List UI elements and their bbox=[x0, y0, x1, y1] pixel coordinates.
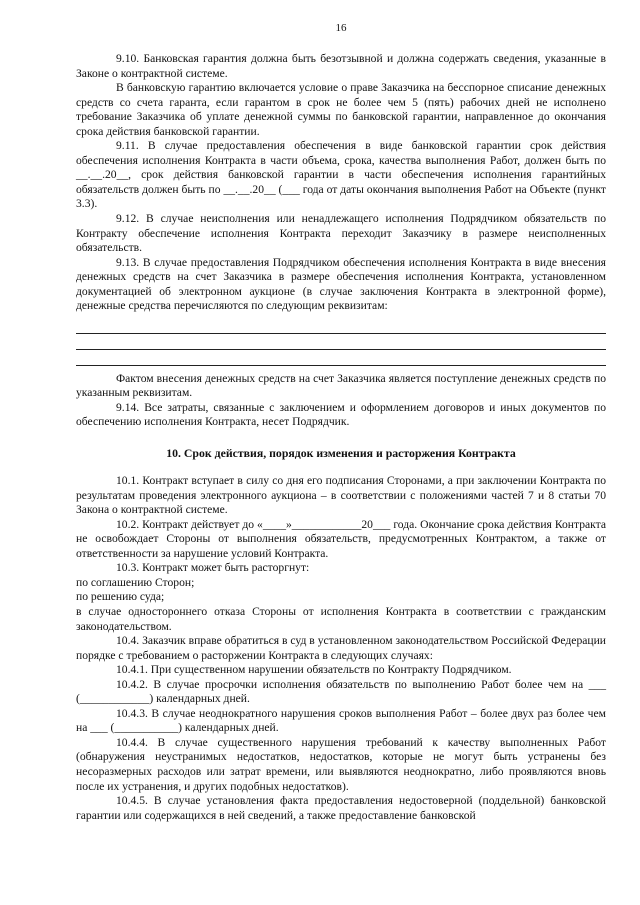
paragraph-10-4-2: 10.4.2. В случае просрочки исполнения обязательств по выполнению Работ более чем на ___ (____________) календарных дней. bbox=[76, 677, 606, 706]
paragraph-9-12: 9.12. В случае неисполнения или ненадлежащего исполнения Подрядчиком обязательств по Контракту обеспечение исполнения Контракта переходит Заказчику в размере неисполненных обязательств. bbox=[76, 212, 606, 255]
blank-line bbox=[76, 352, 606, 366]
paragraph-guarantee-condition: В банковскую гарантию включается условие о праве Заказчика на бесспорное списание денежных средств со счета гаранта, если гарантом в срок не более чем 5 (пять) рабочих дней не исполнено требование Заказчика об уплате денежной суммы по банковской гарантии, направленное до окончания срока действия банковской гарантии. bbox=[76, 81, 606, 138]
requisites-blank-lines bbox=[76, 320, 606, 366]
paragraph-deposit-fact: Фактом внесения денежных средств на счет Заказчика является поступление денежных средств по указанным реквизитам. bbox=[76, 371, 606, 400]
paragraph-10-4-4: 10.4.4. В случае существенного нарушения требований к качеству выполненных Работ (обнаружения неустранимых недостатков, недостатков, которые не могут быть устранены без несоразмерных расходов или затрат времени, или выявляются неоднократно, либо проявляются вновь после их устранения, и других подобных недостатков). bbox=[76, 735, 606, 793]
paragraph-9-13: 9.13. В случае предоставления Подрядчиком обеспечения исполнения Контракта в виде внесения денежных средств на счет Заказчика в размере обеспечения исполнения Контракта, установленном документацией об электронном аукционе (в случае заключения Контракта в электронной форме), денежные средства перечисляются по следующим реквизитам: bbox=[76, 255, 606, 313]
paragraph-10-1: 10.1. Контракт вступает в силу со дня его подписания Сторонами, а при заключении Контракта по результатам проведения электронного аукциона – в соответствии с положениями частей 7 и 8 статьи 70 Закона о контрактной системе. bbox=[76, 474, 606, 517]
paragraph-9-11: 9.11. В случае предоставления обеспечения в виде банковской гарантии срок действия обеспечения исполнения Контракта в части объема, срока, качества выполнения Работ, должен быть по __.__.20__, срок действия банковской гарантии в части обеспечения исполнения гарантийных обязательств должен быть по __.__.20__ (___ года от даты окончания выполнения Работ на Объекте (пункт 3.3). bbox=[76, 139, 606, 211]
list-item-court: по решению суда; bbox=[76, 590, 165, 604]
paragraph-9-14: 9.14. Все затраты, связанные с заключением и оформлением договоров и иных документов по обеспечению исполнения Контракта, несет Подрядчик. bbox=[76, 400, 606, 429]
paragraph-10-4-3: 10.4.3. В случае неоднократного нарушения сроков выполнения Работ – более двух раз более чем на ___ (___________) календарных дней. bbox=[76, 706, 606, 735]
paragraph-10-4: 10.4. Заказчик вправе обратиться в суд в установленном законодательством Российской Федерации порядке с требованием о расторжении Контракта в следующих случаях: bbox=[76, 634, 606, 662]
paragraph-10-2: 10.2. Контракт действует до «____»____________20___ года. Окончание срока действия Контракта не освобождает Стороны от выполнения обязательств, предусмотренных Контрактом, а также от ответственности за нарушение условий Контракта. bbox=[76, 517, 606, 560]
page-number: 16 bbox=[335, 22, 347, 34]
paragraph-9-10: 9.10. Банковская гарантия должна быть безотзывной и должна содержать сведения, указанные в Законе о контрактной системе. bbox=[76, 52, 606, 80]
section-title: 10. Срок действия, порядок изменения и расторжения Контракта bbox=[166, 446, 516, 461]
blank-line bbox=[76, 336, 606, 350]
list-item-agreement: по соглашению Сторон; bbox=[76, 575, 195, 589]
paragraph-10-3: 10.3. Контракт может быть расторгнут: bbox=[116, 561, 310, 575]
list-item-unilateral: в случае одностороннего отказа Стороны от исполнения Контракта в соответствии с гражданским законодательством. bbox=[76, 604, 606, 633]
paragraph-10-4-5: 10.4.5. В случае установления факта предоставления недостоверной (поддельной) банковской гарантии или содержащихся в ней сведений, а также предоставление банковской bbox=[76, 794, 606, 822]
paragraph-10-4-1: 10.4.1. При существенном нарушении обязательств по Контракту Подрядчиком. bbox=[116, 663, 512, 677]
blank-line bbox=[76, 320, 606, 334]
